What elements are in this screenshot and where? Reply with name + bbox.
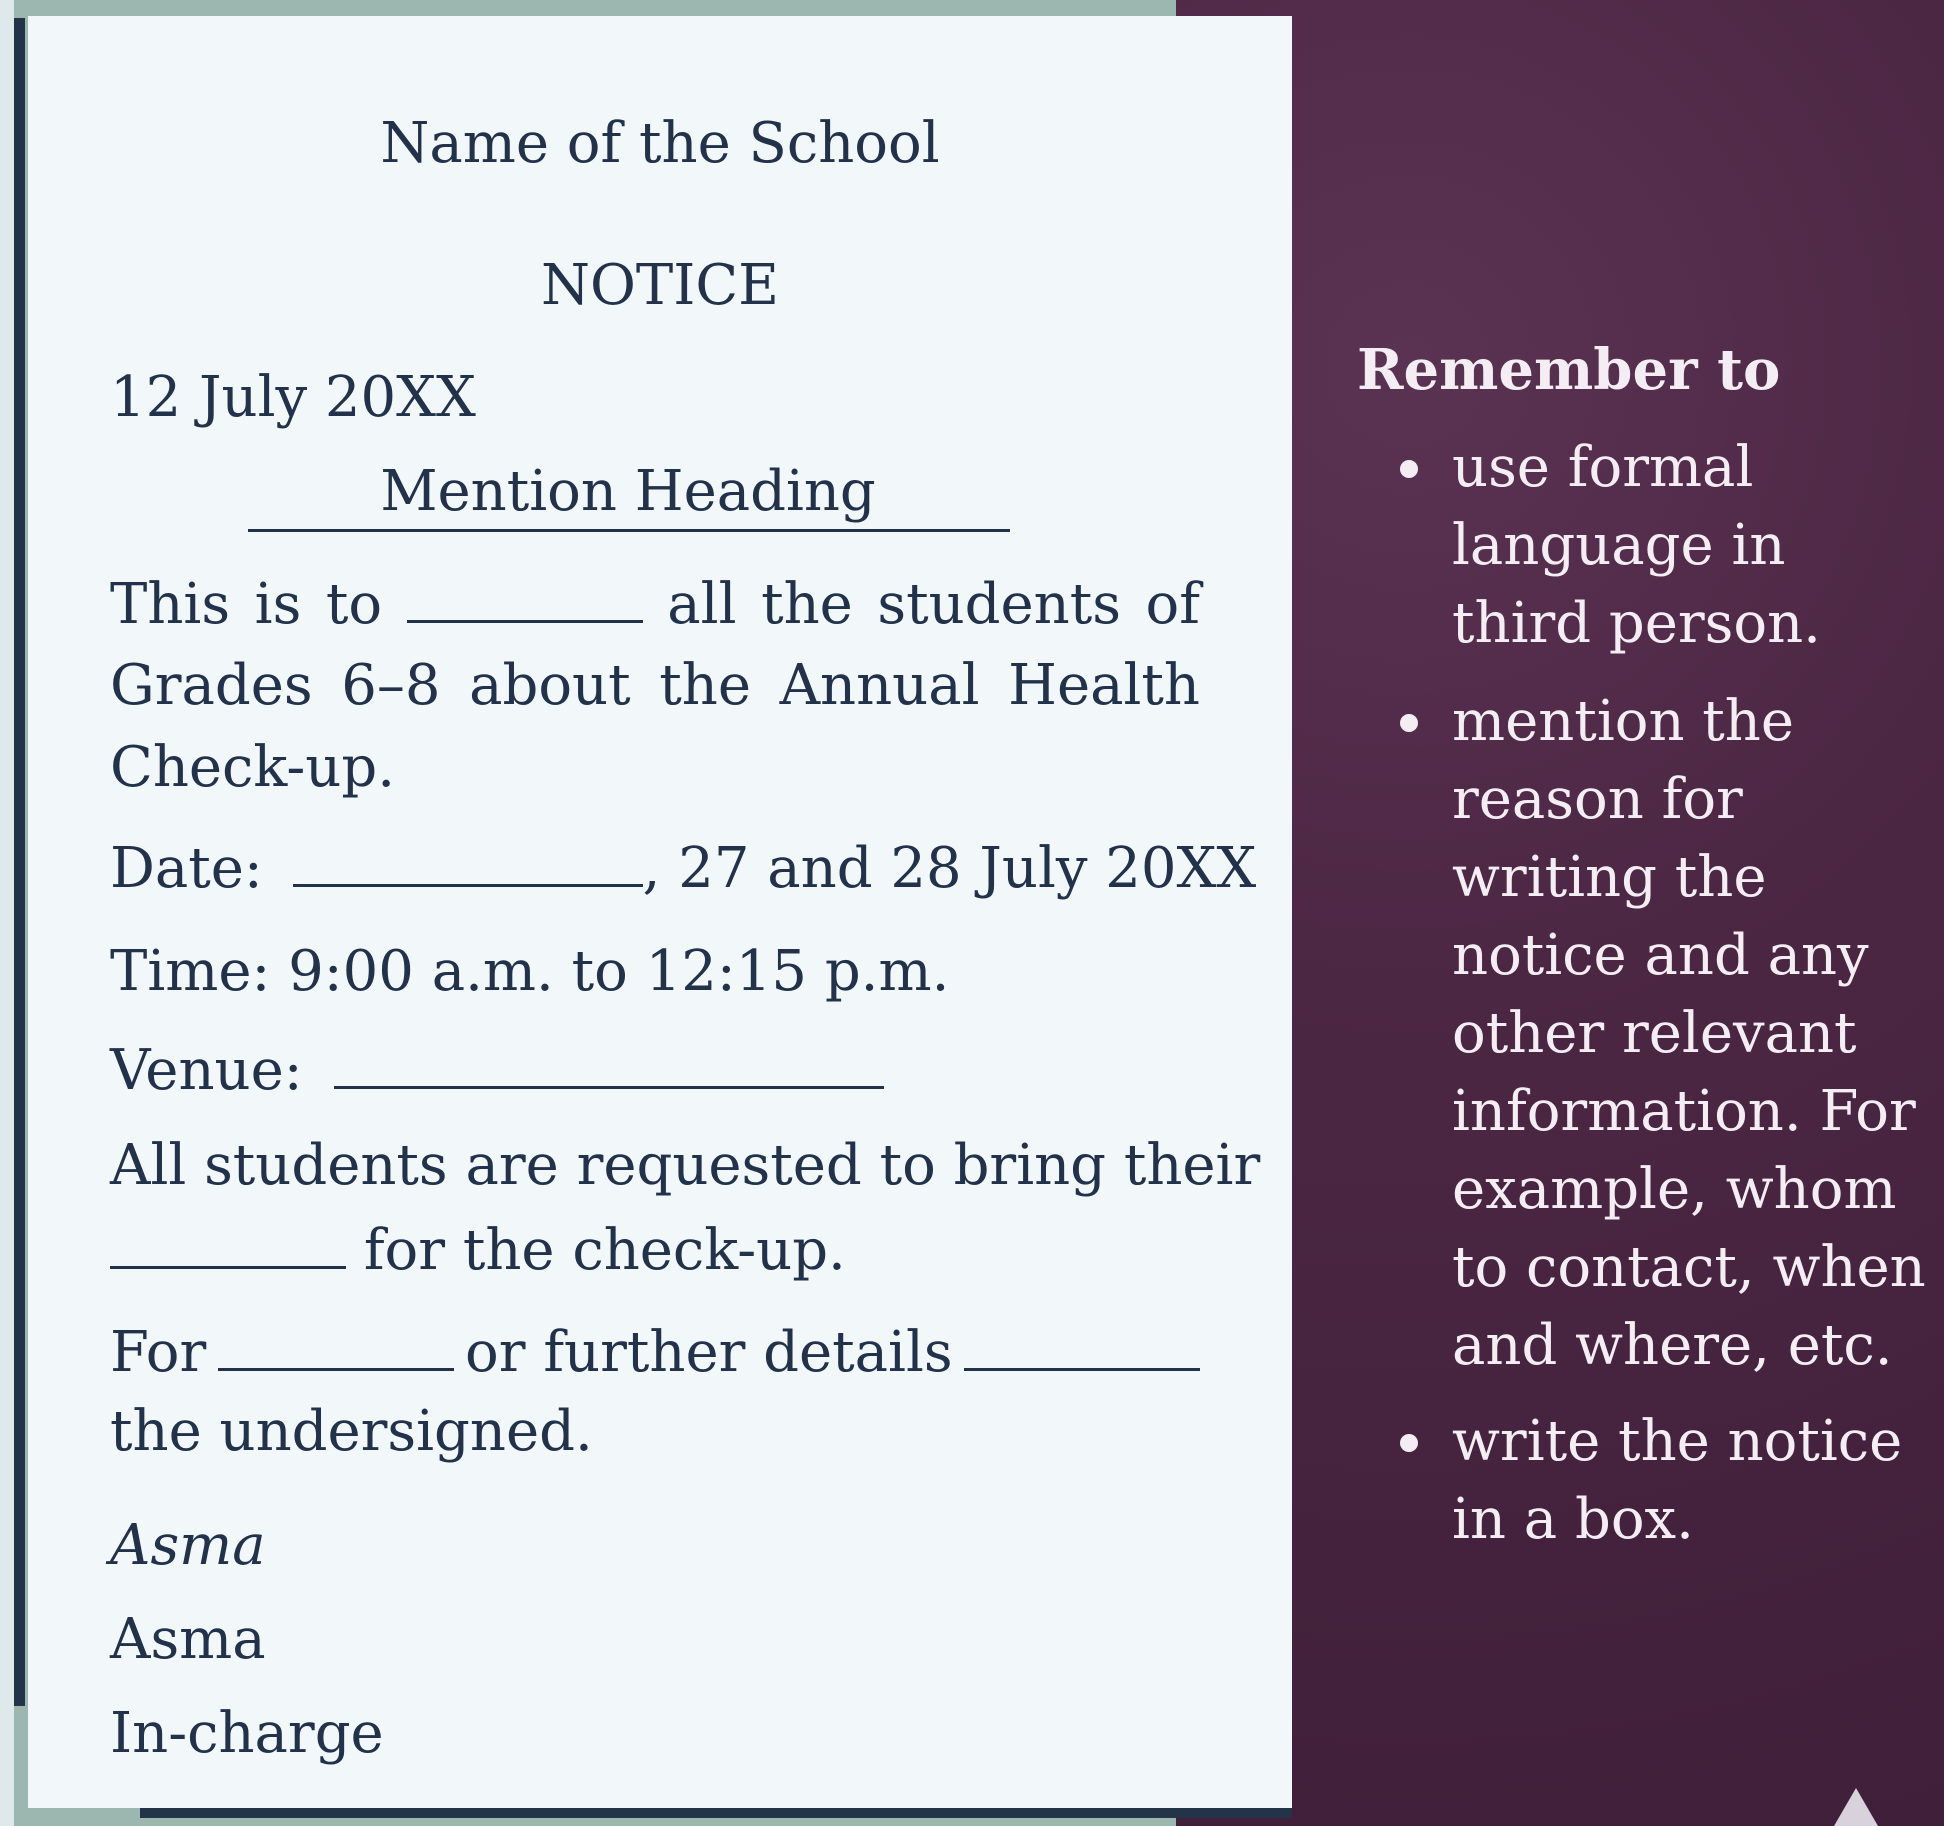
further-line: [110, 1320, 1200, 1385]
bullet-icon: [1400, 1434, 1418, 1452]
body-word: Health: [1008, 653, 1200, 718]
signer-name: Asma: [110, 1607, 266, 1672]
body-word: about: [469, 653, 631, 718]
body-line-1: [110, 572, 1200, 637]
bullet-icon: [1400, 460, 1418, 478]
tip-2-line-9: and where, etc.: [1452, 1313, 1893, 1378]
body-word: students: [877, 572, 1121, 637]
fill-blank-contact[interactable]: [964, 1322, 1200, 1371]
school-name: Name of the School: [380, 111, 940, 176]
fill-blank-queries[interactable]: [218, 1322, 454, 1371]
date-label: Date:: [110, 836, 263, 901]
fill-blank-venue[interactable]: [334, 1040, 884, 1089]
heading-underline: [248, 529, 1010, 532]
bottom-rule: [140, 1808, 1292, 1818]
designation: In-charge: [110, 1701, 384, 1766]
request-text: for the check-up.: [363, 1218, 846, 1283]
date-line: [110, 836, 1257, 901]
tip-2-line-7: example, whom: [1452, 1157, 1897, 1222]
tip-2-line-1: mention the: [1452, 689, 1795, 754]
notice-date: 12 July 20XX: [110, 365, 476, 430]
tip-2-line-2: reason for: [1452, 767, 1743, 832]
body-word: Annual: [779, 653, 980, 718]
tip-2-line-3: writing the: [1452, 845, 1767, 910]
tip-1-line-3: third person.: [1452, 591, 1821, 656]
fill-blank-item[interactable]: [110, 1220, 346, 1269]
body-word: Grades: [110, 653, 313, 718]
date-value: , 27 and 28 July 20XX: [642, 836, 1257, 901]
notice-title: NOTICE: [540, 253, 780, 318]
fill-blank-inform[interactable]: [407, 574, 643, 623]
tip-1-line-2: language in: [1452, 513, 1786, 578]
tip-1-line-1: use formal: [1452, 435, 1754, 500]
tip-2-line-4: notice and any: [1452, 923, 1869, 988]
request-line-1: All students are requested to bring their: [110, 1133, 1261, 1198]
further-for: For: [110, 1320, 207, 1385]
time-line: Time: 9:00 a.m. to 12:15 p.m.: [110, 939, 950, 1004]
signature: Asma: [110, 1513, 266, 1578]
body-word: is: [254, 572, 302, 637]
fill-blank-day[interactable]: [293, 838, 643, 887]
tip-3-line-2: in a box.: [1452, 1487, 1694, 1552]
body-word: the: [761, 572, 853, 637]
venue-label: Venue:: [110, 1038, 303, 1103]
tip-2-line-8: to contact, when: [1452, 1235, 1926, 1300]
body-word: the: [659, 653, 751, 718]
venue-line: [110, 1038, 884, 1103]
notice-sheet: [28, 16, 1292, 1808]
further-mid: or further details: [465, 1320, 953, 1385]
tip-2-line-6: information. For: [1452, 1079, 1916, 1144]
tips-title: Remember to: [1357, 337, 1781, 403]
left-rule: [14, 18, 25, 1706]
body-line-3: Check-up.: [110, 735, 396, 800]
left-edge: [0, 0, 14, 1826]
body-word: of: [1145, 572, 1200, 637]
body-word: This: [110, 572, 231, 637]
further-end: the undersigned.: [110, 1399, 593, 1464]
body-word: all: [667, 572, 737, 637]
notice-heading: Mention Heading: [380, 459, 876, 524]
body-line-2: [110, 653, 1200, 718]
corner-triangle-icon: [1834, 1788, 1878, 1826]
bullet-icon: [1400, 714, 1418, 732]
body-word: to: [325, 572, 383, 637]
request-line-2: [110, 1218, 846, 1283]
body-word: 6–8: [341, 653, 441, 718]
tip-3-line-1: write the notice: [1452, 1409, 1903, 1474]
tip-2-line-5: other relevant: [1452, 1001, 1857, 1066]
